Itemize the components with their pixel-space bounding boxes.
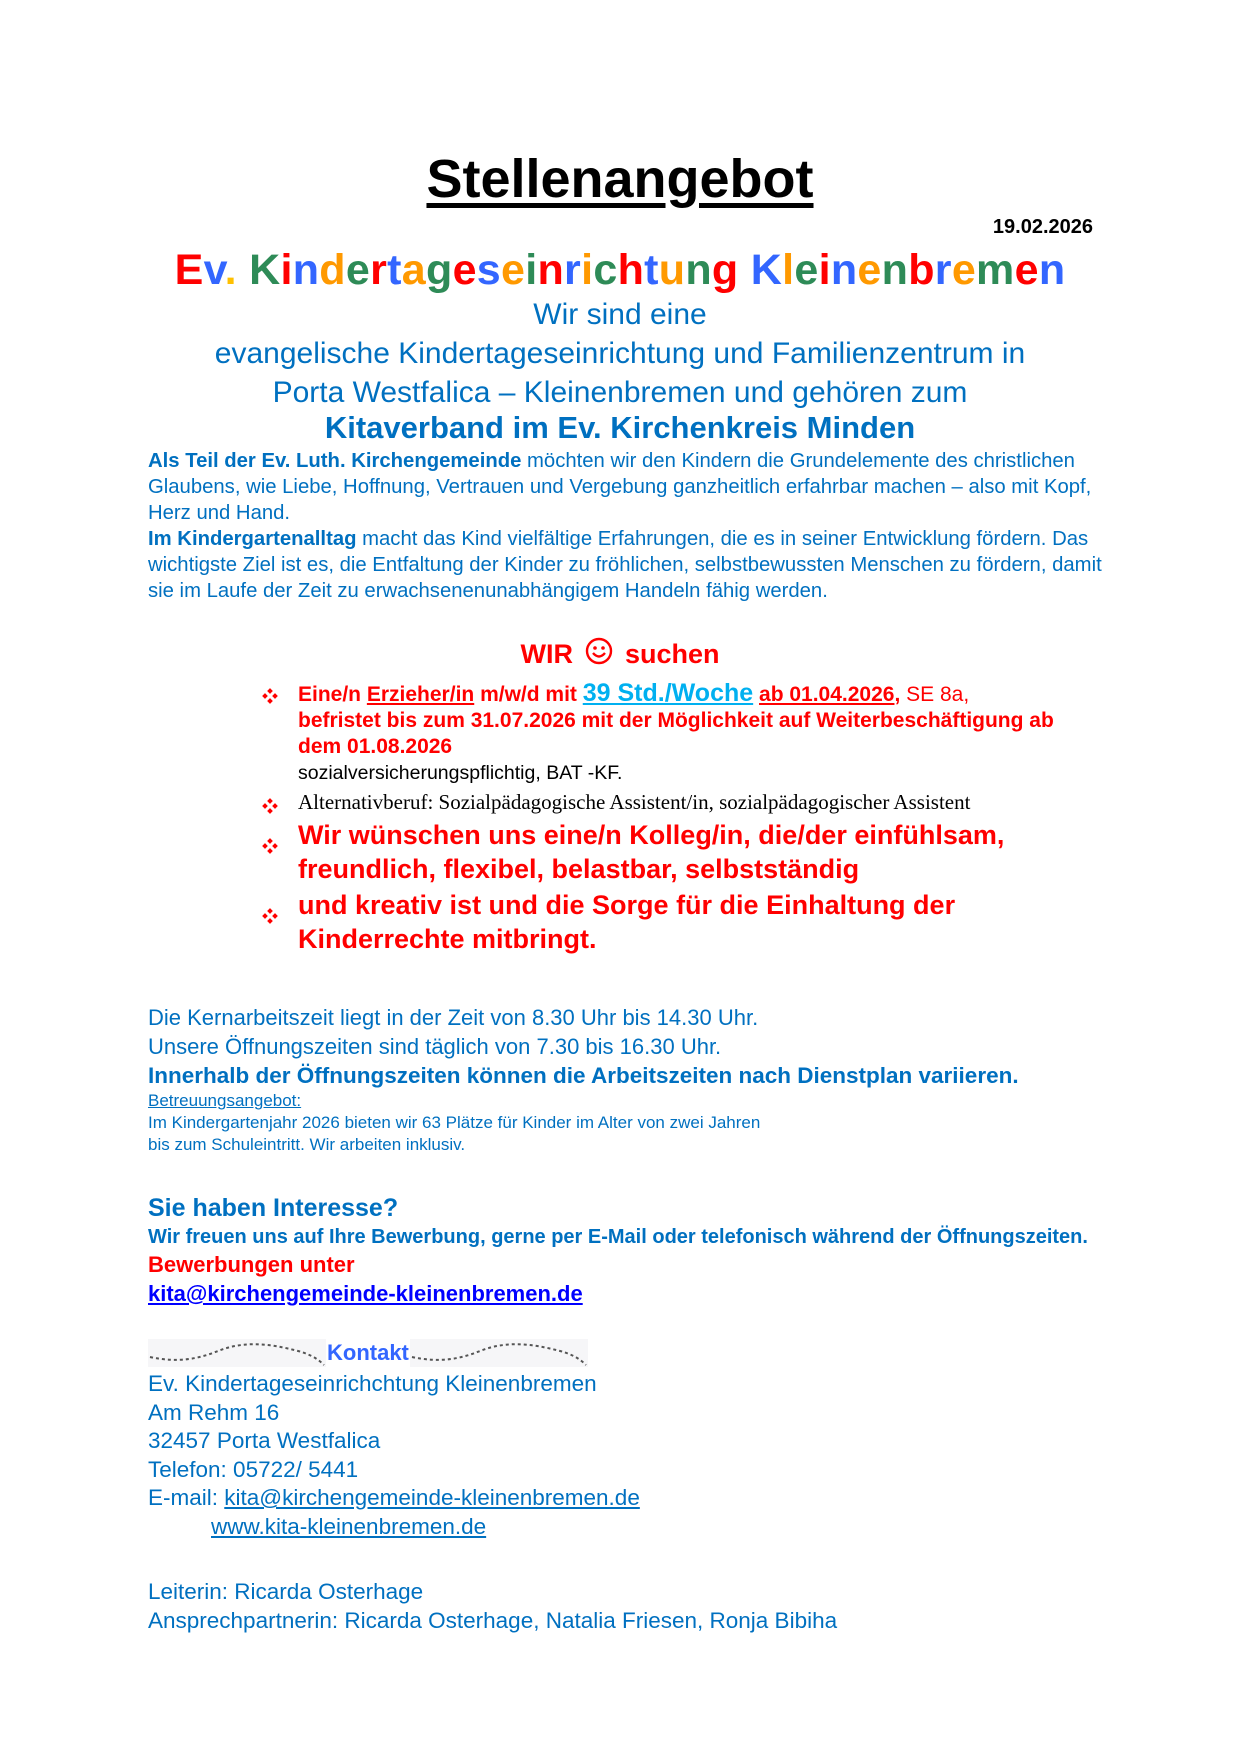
org-title-letter: r: [934, 246, 952, 294]
contact-street: Am Rehm 16: [148, 1399, 280, 1425]
apply-section: [148, 1192, 1108, 1308]
intro-line-3: Porta Westfalica – Kleinenbremen und gehören zum: [272, 376, 968, 409]
diamond-bullet-icon: [262, 898, 278, 932]
page-title-text: Stellenangebot: [426, 149, 814, 209]
job-prefix: Eine/n: [298, 683, 367, 706]
org-title-letter: h: [617, 246, 645, 294]
org-title-letter: c: [593, 246, 618, 294]
org-title-letter: e: [794, 246, 819, 294]
org-title-letter: e: [857, 246, 882, 294]
job-limit: befristet bis zum 31.07.2026 mit der Möglichkeit auf Weiterbeschäftigung ab dem 01.08.2026: [298, 709, 1054, 758]
job-start-date: ab 01.04.2026: [759, 683, 895, 706]
org-title-letter: e: [501, 246, 526, 294]
job-role: Erzieher/in: [366, 683, 475, 706]
job-pay-grade: SE 8a,: [900, 683, 970, 706]
contact-phone: Telefon: 05722/ 5441: [148, 1456, 359, 1482]
org-title-letter: r: [564, 246, 582, 294]
leader: Leiterin: Ricarda Osterhage: [148, 1579, 424, 1604]
care-offer-line-1: Im Kindergartenjahr 2026 bieten wir 63 Plätze für Kinder im Alter von zwei Jahren: [148, 1113, 761, 1132]
org-title-letter: K: [249, 246, 281, 294]
org-title-letter: E: [174, 246, 204, 294]
org-title-letter: v: [203, 246, 225, 294]
kitaverband-heading: Kitaverband im Ev. Kirchenkreis Minden: [324, 410, 916, 445]
about-p2-text: macht das Kind vielfältige Erfahrungen, die es in seiner Entwicklung fördern. Das wichtigste Ziel ist es, die Entfaltung der Kinder zu fröhlichen, selbstbewussten Menschen zu fördern, damit sie im Laufe der Zeit zu erwachsenenunabhängigem Handeln fähig werden.: [148, 528, 1102, 602]
date: 19.02.2026: [992, 216, 1093, 238]
contact-email-label: E-mail:: [148, 1485, 225, 1510]
org-title-letter: i: [280, 246, 293, 294]
job-wish: Wir wünschen uns eine/n Kolleg/in, die/der einfühlsam, freundlich, flexibel, belastbar, selbstständig: [298, 820, 1005, 884]
about-p1-text: möchten wir den Kindern die Grundelemente des christlichen Glaubens, wie Liebe, Hoffnung, Vertrauen und Vergebung ganzheitlich erfahrbar machen – also mit Kopf, Herz und Hand.: [148, 450, 1092, 524]
people-block: [148, 1578, 1108, 1635]
flex-hours: Innerhalb der Öffnungszeiten können die Arbeitszeiten nach Dienstplan variieren.: [148, 1063, 1019, 1088]
org-title-letter: K: [750, 246, 783, 294]
org-title-letter: i: [525, 246, 538, 294]
org-title-space: [237, 246, 249, 294]
job-item-4: [262, 888, 1102, 956]
diamond-bullet-icon: [262, 685, 278, 711]
org-title-letter: n: [537, 246, 565, 294]
org-title-letter: n: [881, 246, 909, 294]
org-title-letter: d: [319, 246, 346, 294]
org-title-letter: t: [644, 246, 659, 294]
contact-email-link[interactable]: kita@kirchengemeinde-kleinenbremen.de: [224, 1485, 640, 1510]
apply-heading: Sie haben Interesse?: [148, 1194, 399, 1222]
job-insurance: sozialversicherungspflichtig, BAT -KF.: [298, 762, 623, 784]
about-paragraph-1: [148, 448, 1108, 526]
job-item-2: [262, 788, 1102, 816]
contact-heading: Kontakt: [327, 1340, 409, 1365]
org-title-letter: u: [658, 246, 686, 294]
opening-hours: Unsere Öffnungszeiten sind täglich von 7.30 bis 16.30 Uhr.: [148, 1034, 722, 1059]
org-title-letter: e: [345, 246, 371, 294]
diamond-bullet-icon: [262, 828, 278, 862]
intro-line-2: evangelische Kindertageseinrichtung und Familienzentrum in: [214, 337, 1026, 370]
job-item-3: [262, 818, 1102, 886]
wir-text: WIR: [520, 639, 573, 669]
diamond-bullet-icon: [262, 793, 278, 821]
contact-name: Ev. Kindertageseinrichchtung Kleinenbremen: [148, 1371, 597, 1396]
intro-line-1: Wir sind eine: [533, 298, 707, 331]
job-item-1: [262, 680, 1102, 786]
job-wish-2: und kreativ ist und die Sorge für die Einhaltung der Kinderrechte mitbringt.: [298, 890, 956, 954]
org-title-letter: l: [782, 246, 795, 294]
contact-website-link[interactable]: www.kita-kleinenbremen.de: [211, 1513, 487, 1539]
work-hours-section: [148, 1003, 1108, 1156]
contact-persons: Ansprechpartnerin: Ricarda Osterhage, Natalia Friesen, Ronja Bibiha: [148, 1607, 838, 1633]
care-offer-label-text: Betreuungsangebot:: [148, 1091, 302, 1110]
about-p2-bold: Im Kindergartenalltag: [148, 528, 357, 550]
org-title: [0, 244, 1240, 296]
page-title: [0, 148, 1240, 210]
org-title-letter: b: [908, 246, 935, 294]
org-title-letter: n: [685, 246, 712, 294]
contact-website-row: [148, 1513, 1048, 1542]
suchen-text: suchen: [624, 639, 720, 669]
footprints-wave-icon: [410, 1339, 588, 1367]
org-title-letter: g: [711, 246, 739, 294]
apply-label: Bewerbungen unter: [148, 1252, 355, 1277]
job-alternative: Alternativberuf: Sozialpädagogische Assistent/in, sozialpädagogischer Assistent: [298, 790, 971, 814]
org-title-letter: r: [370, 246, 388, 294]
care-offer-label: [148, 1090, 1108, 1112]
org-title-letter: i: [581, 246, 594, 294]
apply-email-link[interactable]: kita@kirchengemeinde-kleinenbremen.de: [148, 1281, 583, 1306]
contact-city: 32457 Porta Westfalica: [148, 1428, 381, 1453]
job-hours: 39 Std./Woche: [582, 679, 754, 707]
contact-block: [148, 1370, 1048, 1541]
org-title-letter: n: [830, 246, 858, 294]
contact-email-row: [148, 1484, 1048, 1513]
wir-suchen-heading: [0, 637, 1240, 670]
job-list: [262, 680, 1102, 956]
org-title-space: [739, 246, 751, 294]
org-title-letter: m: [976, 246, 1015, 294]
about-p1-bold: Als Teil der Ev. Luth. Kirchengemeinde: [148, 450, 522, 472]
contact-heading-row: [148, 1339, 588, 1367]
org-title-letter: g: [425, 246, 453, 294]
care-offer-line-2: bis zum Schuleintritt. Wir arbeiten inklusiv.: [148, 1135, 466, 1154]
org-title-letter: n: [292, 246, 320, 294]
org-title-letter: t: [387, 246, 402, 294]
apply-text: Wir freuen uns auf Ihre Bewerbung, gerne per E-Mail oder telefonisch während der Öffnungszeiten.: [148, 1226, 1088, 1248]
smiley-icon: [585, 637, 613, 665]
org-title-letter: e: [951, 246, 977, 294]
footprints-wave-icon: [148, 1339, 326, 1367]
org-title-letter: e: [1014, 246, 1039, 294]
job-comma: ,: [894, 683, 901, 706]
about-paragraph-2: [148, 526, 1108, 604]
org-title-letter: e: [452, 246, 477, 294]
org-title-letter: .: [224, 246, 237, 294]
org-title-letter: a: [401, 246, 426, 294]
org-title-letter: s: [476, 246, 501, 294]
org-title-letter: n: [1038, 246, 1066, 294]
core-hours: Die Kernarbeitszeit liegt in der Zeit von 8.30 Uhr bis 14.30 Uhr.: [148, 1005, 759, 1030]
job-gender: m/w/d mit: [474, 683, 583, 706]
org-title-letter: i: [818, 246, 831, 294]
